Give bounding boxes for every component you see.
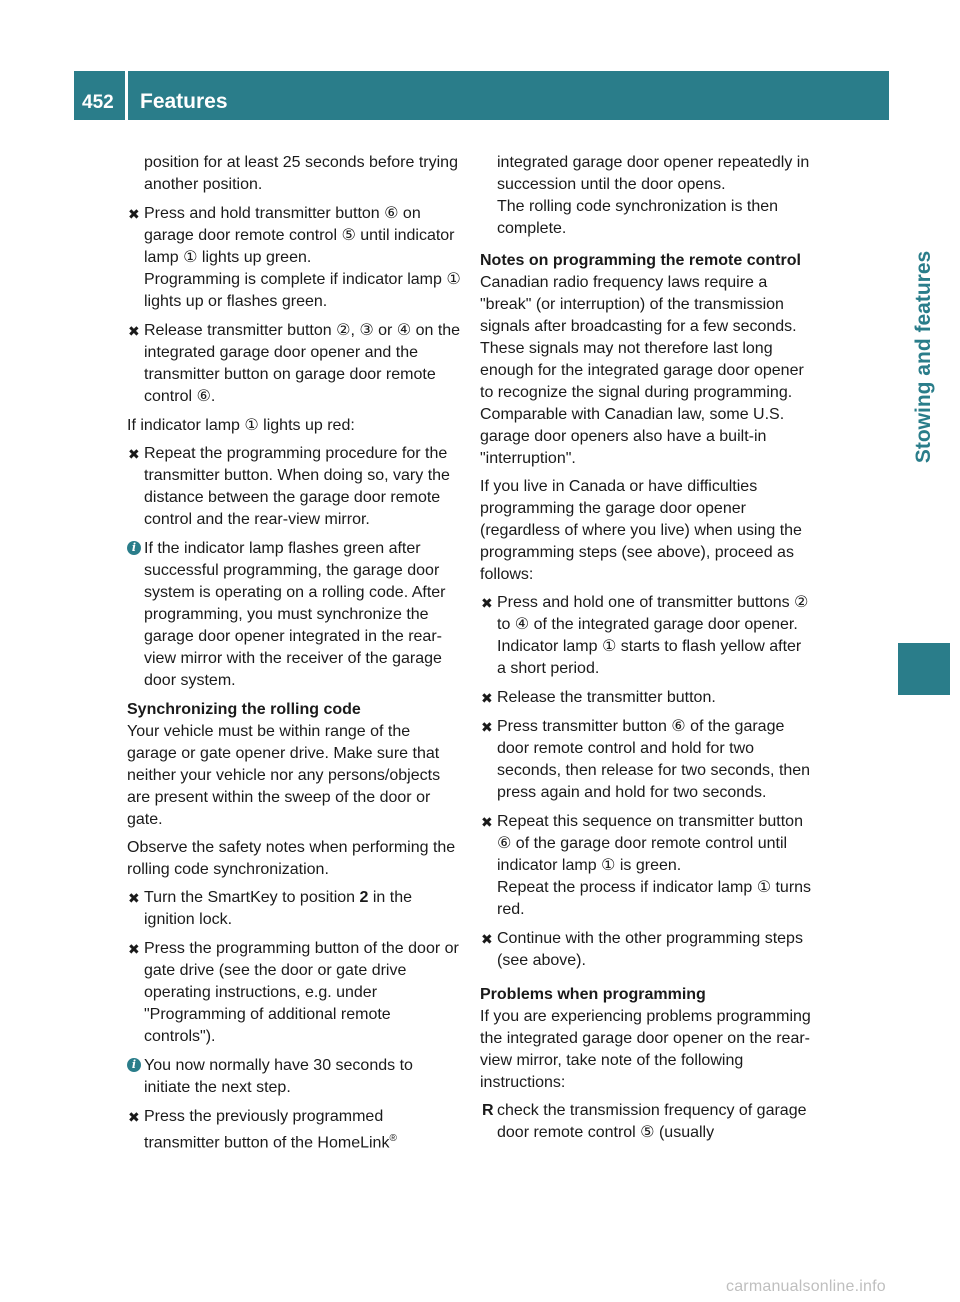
- step-arrow-icon: ✖: [128, 941, 140, 957]
- paragraph: If you are experiencing problems programming the integrated garage door opener on the rear-view mirror, take note of the following instructions:: [480, 1008, 811, 1091]
- step-item: [480, 716, 814, 804]
- step-item: [480, 811, 814, 921]
- step-result: Indicator lamp ① starts to flash yellow after a short period.: [497, 638, 802, 677]
- info-icon: i: [127, 1058, 141, 1072]
- registered-mark: ®: [389, 1133, 397, 1144]
- key-position: 2: [359, 889, 369, 906]
- right-column: [480, 152, 814, 1151]
- step-result: Repeat the process if indicator lamp ① turns red.: [497, 879, 812, 918]
- step-item: [127, 938, 462, 1048]
- left-column: [127, 152, 462, 1161]
- step-text: Press the programming button of the door or gate drive (see the door or gate drive operating instructions, e.g. under "Programming of additional remote controls").: [144, 940, 459, 1045]
- side-tab: [898, 71, 950, 643]
- continued-text: integrated garage door opener repeatedly in succession until the door opens.: [497, 154, 810, 193]
- step-arrow-icon: ✖: [128, 890, 140, 906]
- step-text: Press and hold transmitter button ⑥ on garage door remote control ⑤ until indicator lamp ① lights up green.: [144, 205, 455, 266]
- step-arrow-icon: ✖: [481, 690, 493, 706]
- step-text: in the ignition lock.: [144, 889, 413, 928]
- step-text: Press the previously programmed transmitter button of the HomeLink: [144, 1108, 390, 1152]
- bullet-icon: R: [482, 1102, 494, 1119]
- side-tab-marker: [898, 643, 950, 695]
- step-text: Repeat the programming procedure for the transmitter button. When doing so, vary the distance between the garage door remote control and the rear-view mirror.: [144, 445, 450, 528]
- step-item: [127, 1106, 462, 1154]
- continued-text: position for at least 25 seconds before trying another position.: [144, 154, 458, 193]
- paragraph: If indicator lamp ① lights up red:: [127, 417, 355, 434]
- step-text: Press transmitter button ⑥ of the garage door remote control and hold for two seconds, then release for two seconds, then press again and hold for two seconds.: [497, 718, 811, 801]
- step-arrow-icon: ✖: [128, 1109, 140, 1125]
- note-text: You now normally have 30 seconds to initiate the next step.: [144, 1057, 413, 1096]
- page-number: 452: [82, 92, 114, 113]
- step-arrow-icon: ✖: [481, 719, 493, 735]
- step-item: [480, 687, 814, 709]
- continued-text: The rolling code synchronization is then complete.: [497, 198, 779, 237]
- step-text: Repeat this sequence on transmitter button ⑥ of the garage door remote control until indicator lamp ① is green.: [497, 813, 803, 874]
- step-arrow-icon: ✖: [481, 931, 493, 947]
- bullet-text: check the transmission frequency of garage door remote control ⑤ (usually: [497, 1102, 807, 1141]
- step-item: [480, 592, 814, 680]
- step-text: Continue with the other programming steps (see above).: [497, 930, 803, 969]
- side-tab-label: Stowing and features: [912, 250, 935, 464]
- info-note: [127, 538, 462, 692]
- paragraph: If you live in Canada or have difficulties programming the garage door opener (regardless of where you live) when using the programming steps (see above), proceed as follows:: [480, 478, 802, 583]
- section-heading: Notes on programming the remote control: [480, 252, 801, 269]
- step-item: [127, 320, 462, 408]
- section-heading: Problems when programming: [480, 986, 706, 1003]
- header-divider: [125, 71, 128, 120]
- step-text: Release transmitter button ②, ③ or ④ on the integrated garage door opener and the transmitter button on garage door remote control ⑥.: [144, 322, 461, 405]
- info-note: [127, 1055, 462, 1099]
- step-text: Release the transmitter button.: [497, 689, 716, 706]
- note-text: If the indicator lamp flashes green after successful programming, the garage door system is operating on a rolling code. After programming, you must synchronize the garage door opener integrated in the rear-view mirror with the receiver of the garage door system.: [144, 540, 446, 689]
- step-arrow-icon: ✖: [128, 446, 140, 462]
- step-item: [127, 443, 462, 531]
- step-text: Press and hold one of transmitter buttons ② to ④ of the integrated garage door opener.: [497, 594, 809, 633]
- step-item: [480, 928, 814, 972]
- step-arrow-icon: ✖: [128, 206, 140, 222]
- step-result: Programming is complete if indicator lamp ① lights up or flashes green.: [144, 271, 461, 310]
- page-title: Features: [140, 90, 228, 113]
- paragraph: Observe the safety notes when performing the rolling code synchronization.: [127, 839, 456, 878]
- paragraph: Canadian radio frequency laws require a "break" (or interruption) of the transmission signals after broadcasting for a few seconds. These signals may not therefore last long enough for the integrated garage door opener to recognize the signal during programming. Comparable with Canadian law, some U.S. garage door openers also have a built-in "interruption".: [480, 274, 804, 467]
- step-item: [127, 887, 462, 931]
- step-text: Turn the SmartKey to position: [144, 889, 360, 906]
- step-item: [127, 203, 462, 313]
- section-heading: Synchronizing the rolling code: [127, 701, 361, 718]
- bullet-item: [480, 1100, 814, 1144]
- info-icon: i: [127, 541, 141, 555]
- step-arrow-icon: ✖: [481, 595, 493, 611]
- watermark-logo: carmanualsonline.info: [726, 1278, 886, 1295]
- step-arrow-icon: ✖: [481, 814, 493, 830]
- step-arrow-icon: ✖: [128, 323, 140, 339]
- paragraph: Your vehicle must be within range of the garage or gate opener drive. Make sure that neither your vehicle nor any persons/objects are present within the sweep of the door or gate.: [127, 723, 441, 828]
